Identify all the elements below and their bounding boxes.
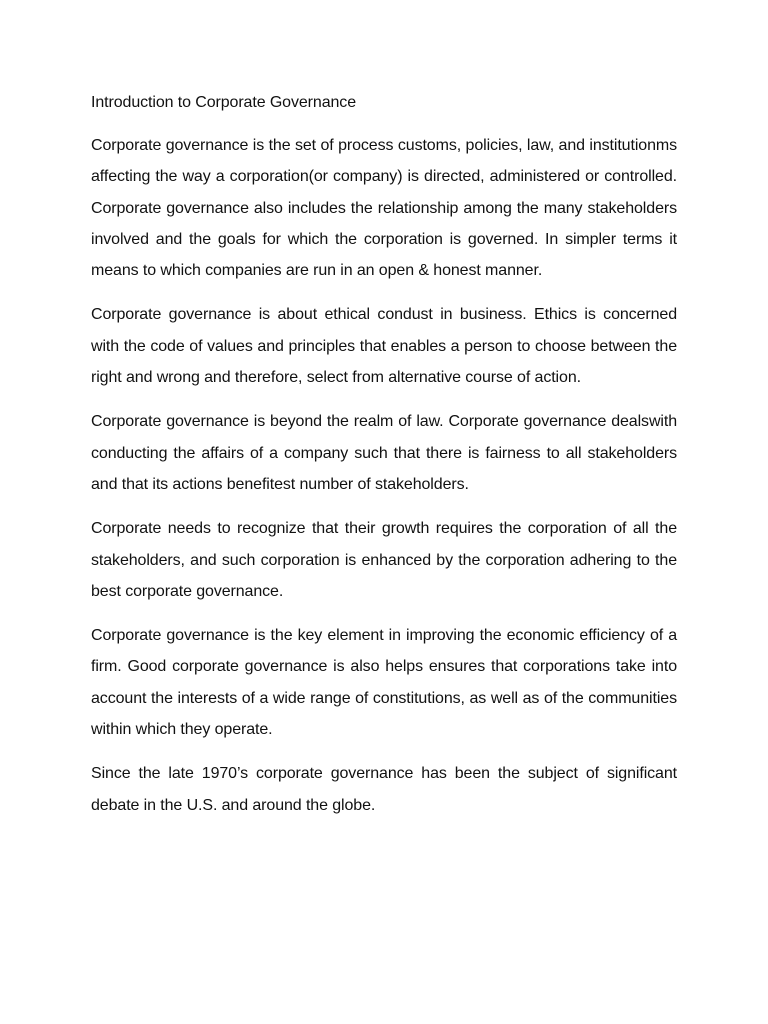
paragraph-history: Since the late 1970’s corporate governance has been the subject of significant debate in the U.S. and around the globe. (91, 765, 677, 814)
document-page (91, 92, 677, 834)
document-title: Introduction to Corporate Governance (91, 94, 357, 111)
paragraph-ethics: Corporate governance is about ethical condust in business. Ethics is concerned with the code of values and principles that enables a person to choose between the right and wrong and therefore, select from alternative course of action. (91, 306, 677, 387)
paragraph-beyond-law: Corporate governance is beyond the realm of law. Corporate governance dealswith conducting the affairs of a company such that there is fairness to all stakeholders and that its actions benefitest number of stakeholders. (91, 413, 677, 493)
paragraph-efficiency: Corporate governance is the key element in improving the economic efficiency of a firm. Good corporate governance is also helps ensures that corporations take into account the interests of a wide range of constitutions, as well as of the communities within which they operate. (91, 627, 677, 739)
paragraph-definition: Corporate governance is the set of process customs, policies, law, and institutionms affecting the way a corporation(or company) is directed, administered or controlled. Corporate governance also includes the relationship among the many stakeholders involved and the goals for which the corporation is governed. In simpler terms it means to which companies are run in an open & honest manner. (91, 137, 677, 280)
paragraph-stakeholders: Corporate needs to recognize that their growth requires the corporation of all the stakeholders, and such corporation is enhanced by the corporation adhering to the best corporate governance. (91, 520, 677, 600)
